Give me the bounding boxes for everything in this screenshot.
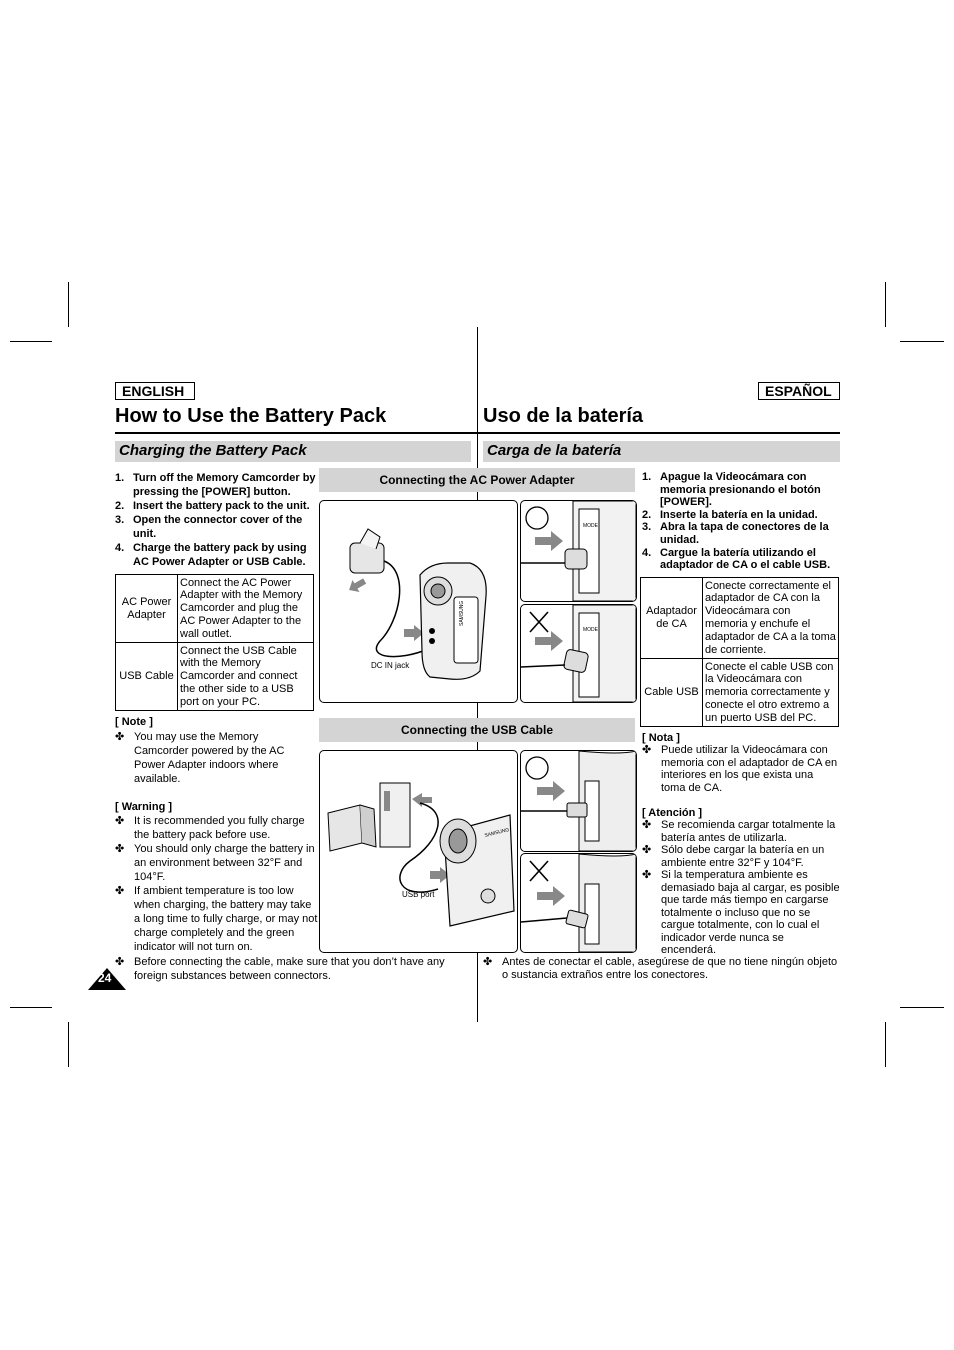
step-item: 3. Abra la tapa de conectores de la unidad.	[642, 521, 829, 546]
title-rule	[115, 432, 840, 434]
ac-incorrect-panel	[520, 604, 637, 703]
warning-list-spanish	[642, 819, 840, 957]
step-item: 2. Inserte la batería en la unidad.	[642, 508, 818, 521]
usb-cable-diagram	[319, 750, 518, 953]
dc-in-jack-label: DC IN jack	[371, 661, 410, 670]
warning-item: ✤ Before connecting the cable, make sure that you don’t have any foreign substances between connectors.	[115, 956, 445, 982]
step-item: 3. Open the connector cover of the unit.	[115, 514, 303, 540]
note-item: ✤ Puede utilizar la Videocámara con memoria con el adaptador de CA en interiores en los que exista una toma de CA.	[642, 744, 838, 794]
ac-adapter-illustration	[320, 501, 517, 702]
correct-circle-icon	[526, 507, 548, 529]
section-heading-english: Charging the Battery Pack	[115, 441, 471, 462]
arrow-icon	[412, 793, 432, 807]
step-item: 1. Turn off the Memory Camcorder by pressing the [POWER] button.	[115, 472, 316, 498]
warning-item: ✤ You should only charge the battery in an environment between 32°F and 104°F.	[115, 843, 315, 883]
arrow-icon	[535, 531, 563, 551]
warning-list-english	[115, 814, 320, 954]
arrow-icon	[535, 631, 563, 651]
ac-correct-panel	[520, 500, 637, 602]
warning-item: ✤ It is recommended you fully charge the battery pack before use.	[115, 815, 305, 841]
warning-connect-english	[115, 955, 465, 983]
table-key: AC Power Adapter	[116, 575, 178, 643]
usb-port-label: USB port	[402, 890, 435, 899]
camera-brand-label: SAMSUNG	[459, 600, 465, 626]
section-heading-spanish: Carga de la batería	[483, 441, 840, 462]
ac-adapter-diagram	[319, 500, 518, 703]
warning-connect-spanish	[483, 956, 840, 982]
ac-correct-illustration	[521, 501, 636, 601]
crop-mark	[885, 1022, 886, 1067]
subheading-ac-adapter: Connecting the AC Power Adapter	[319, 468, 635, 492]
crop-mark	[68, 282, 69, 327]
step-item: 1. Apague la Videocámara con memoria presionando el botón [POWER].	[642, 471, 821, 509]
warning-item: ✤ If ambient temperature is too low when charging, the battery may take a long time to fully charge, or may not charge completely and the green indicator will not turn on.	[115, 885, 318, 953]
table-row	[116, 575, 314, 643]
page-title-spanish: Uso de la batería	[483, 405, 644, 427]
mode-label: MODE	[583, 627, 598, 633]
note-item: ✤ You may use the Memory Camcorder powered by the AC Power Adapter indoors where available.	[115, 731, 285, 785]
correct-circle-icon	[526, 757, 548, 779]
mode-label: MODE	[583, 523, 598, 529]
incorrect-x-icon	[530, 612, 548, 632]
note-heading-english: [ Note ]	[115, 716, 153, 728]
warning-heading-english: [ Warning ]	[115, 801, 173, 813]
table-key: USB Cable	[116, 643, 178, 711]
note-list-spanish	[642, 744, 840, 794]
step-item: 4. Cargue la batería utilizando el adaptador de CA o el cable USB.	[642, 546, 831, 572]
usb-correct-illustration	[521, 751, 636, 851]
crop-mark	[10, 1007, 52, 1008]
table-key: Adaptador de CA	[641, 578, 703, 659]
usb-incorrect-illustration	[521, 854, 636, 952]
note-heading-spanish: [ Nota ]	[642, 732, 680, 744]
method-table-spanish	[640, 577, 839, 727]
usb-correct-panel	[520, 750, 637, 852]
page-title-english: How to Use the Battery Pack	[115, 405, 387, 427]
warning-item: ✤ Si la temperatura ambiente es demasiado baja al cargar, es posible que tarde más tiempo en cargarse totalmente o incluso que no se cargue totalmente, con lo cual el indicador verde nunca se encenderá.	[642, 869, 840, 956]
table-value: Conecte el cable USB con la Videocámara con memoria correctamente y conecte el otro extremo a un puerto USB del PC.	[703, 659, 839, 727]
crop-mark	[885, 282, 886, 327]
crop-mark	[10, 341, 52, 342]
crop-mark	[900, 1007, 944, 1008]
warning-item: ✤ Se recomienda cargar totalmente la batería antes de utilizarla.	[642, 819, 836, 844]
ac-adapter-icon	[350, 543, 384, 573]
warning-item: ✤ Antes de conectar el cable, asegúrese de que no tiene ningún objeto o sustancia extraños entre los conectores.	[483, 956, 838, 981]
warning-heading-spanish: [ Atención ]	[642, 807, 703, 819]
arrow-icon	[537, 781, 565, 801]
step-item: 4. Charge the battery pack by using AC Power Adapter or USB Cable.	[115, 542, 307, 568]
usb-cable-illustration	[320, 751, 517, 952]
incorrect-x-icon	[530, 861, 548, 881]
table-value: Connect the USB Cable with the Memory Camcorder and connect the other side to a USB port on your PC.	[178, 643, 314, 711]
table-row	[116, 643, 314, 711]
camera-brand-label: SAMSUNG	[484, 827, 511, 839]
crop-mark	[68, 1022, 69, 1067]
step-item: 2. Insert the battery pack to the unit.	[115, 500, 310, 512]
arrow-icon	[537, 886, 565, 906]
table-row	[641, 659, 839, 727]
table-value: Connect the AC Power Adapter with the Memory Camcorder and plug the AC Power Adapter to the wall outlet.	[178, 575, 314, 643]
table-row	[641, 578, 839, 659]
language-label-spanish: ESPAÑOL	[758, 382, 840, 400]
table-key: Cable USB	[641, 659, 703, 727]
crop-mark	[900, 341, 944, 342]
note-list-english	[115, 730, 300, 786]
subheading-usb-cable: Connecting the USB Cable	[319, 718, 635, 742]
arrow-icon	[346, 575, 369, 596]
table-value: Conecte correctamente el adaptador de CA con la Videocámara con memoria y enchufe el adaptador de CA a la toma de corriente.	[703, 578, 839, 659]
steps-list-english	[115, 471, 318, 569]
page-number: 24	[98, 971, 112, 985]
language-label-english: ENGLISH	[115, 382, 195, 400]
method-table-english	[115, 574, 314, 711]
warning-item: ✤ Sólo debe cargar la batería en un ambiente entre 32°F y 104°F.	[642, 844, 825, 869]
ac-incorrect-illustration	[521, 605, 636, 702]
usb-incorrect-panel	[520, 853, 637, 953]
steps-list-spanish	[642, 471, 840, 572]
pc-monitor-icon	[328, 805, 362, 851]
